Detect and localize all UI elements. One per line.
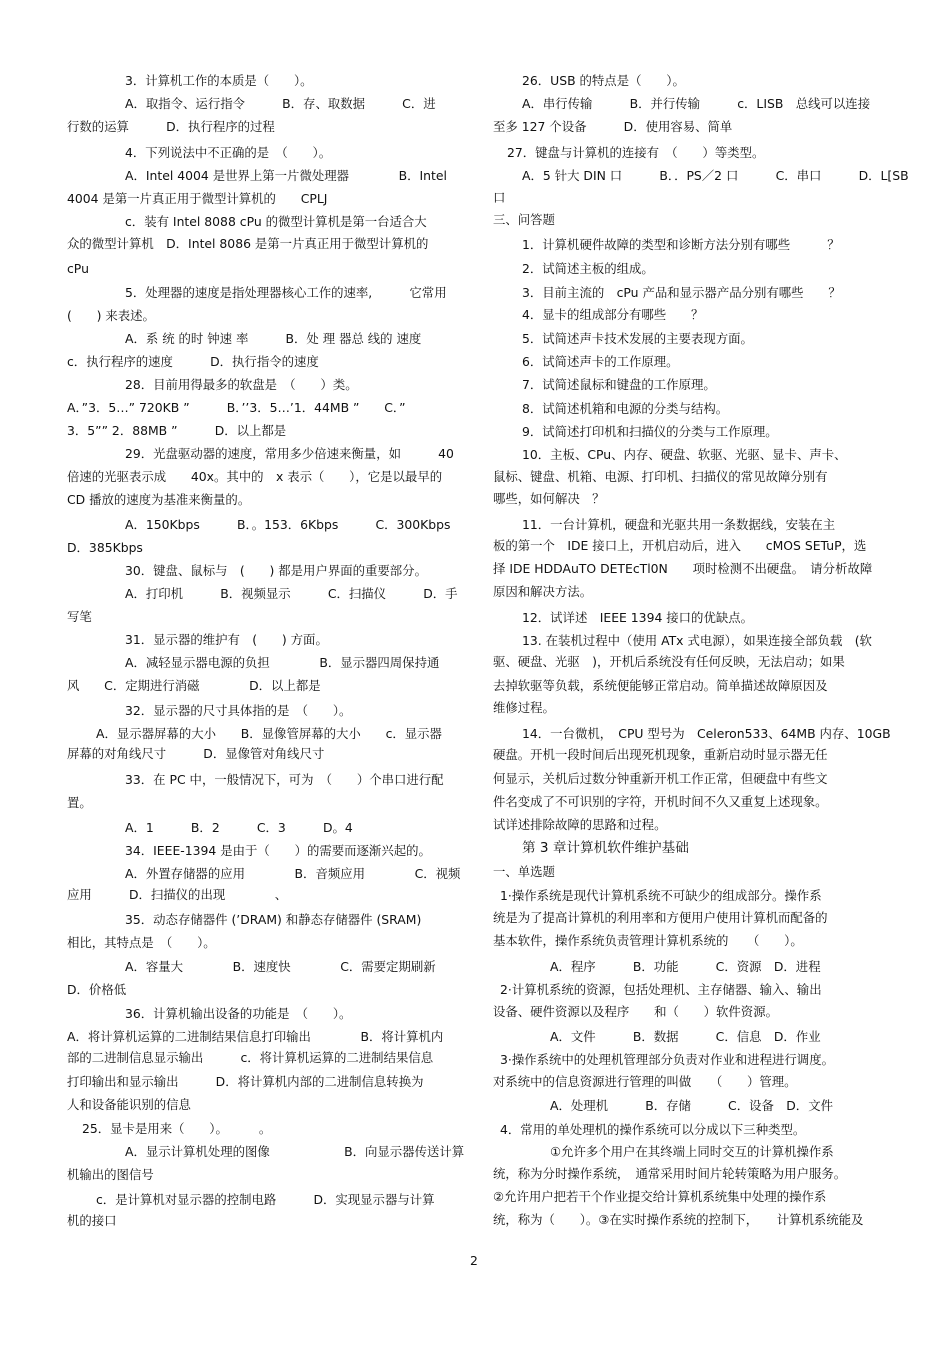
text-line: A．串行传输 B．并行传输 c．LISB 总线可以连接 bbox=[522, 96, 871, 111]
text-line: 35．动态存储器件 (’DRAM) 和静态存储器件 (SRAM) bbox=[125, 912, 422, 927]
text-line: A．”3．5…” 720KB ” B．’’3．5…’1．44MB ” C．” bbox=[67, 400, 406, 415]
text-line: ( ) 来表述。 bbox=[67, 308, 155, 323]
text-line: 口 bbox=[493, 190, 506, 205]
text-line: A．150Kbps B．。153．6Kbps C．300Kbps bbox=[125, 517, 451, 532]
text-line: A．5 针大 DIN 口 B．．PS／2 口 C．串口 D．L[SB bbox=[522, 168, 909, 183]
text-line: A．将计算机运算的二进制结果信息打印输出 B．将计算机内 bbox=[67, 1029, 444, 1044]
text-line: 2·计算机系统的资源，包括处理机、主存储器、输入、输出 bbox=[500, 982, 822, 997]
text-line: 试详述排除故障的思路和过程。 bbox=[493, 817, 667, 832]
text-line: A．程序 B．功能 C．资源 D．进程 bbox=[550, 959, 821, 974]
text-line: 众的微型计算机 D．Intel 8086 是第一片真正用于微型计算机的 bbox=[67, 236, 429, 251]
text-line: A．1 B．2 C．3 D。4 bbox=[125, 820, 353, 835]
text-line: A．显示器屏幕的大小 B．显像管屏幕的大小 c．显示器 bbox=[96, 726, 442, 741]
text-line: 机的接口 bbox=[67, 1213, 117, 1228]
text-line: c．执行程序的速度 D．执行指令的速度 bbox=[67, 354, 319, 369]
text-line: A．文件 B．数据 C．信息 D．作业 bbox=[550, 1029, 821, 1044]
text-line: 机输出的图信号 bbox=[67, 1167, 154, 1182]
text-line: A．容量大 B．速度快 C．需要定期刷新 bbox=[125, 959, 436, 974]
text-line: 哪些，如何解决 ？ bbox=[493, 491, 605, 506]
text-line: A．外置存储器的应用 B．音频应用 C．视频 bbox=[125, 866, 461, 881]
text-line: A．减轻显示器电源的负担 B．显示器四周保持通 bbox=[125, 655, 440, 670]
text-line: 4．显卡的组成部分有哪些 ？ bbox=[522, 307, 704, 322]
text-line: cPu bbox=[67, 261, 89, 276]
text-line: 一、单选题 bbox=[493, 864, 555, 879]
text-line: 32．显示器的尺寸具体指的是 （ ）。 bbox=[125, 703, 352, 718]
text-line: 26．USB 的特点是（ ）。 bbox=[522, 73, 685, 88]
text-line: 相比，其特点是 （ ）。 bbox=[67, 935, 216, 950]
text-line: 14．一台微机， CPU 型号为 Celeron533、64MB 内存、10GB bbox=[522, 726, 891, 741]
text-line: 13. 在装机过程中（使用 ATx 式电源），如果连接全部负载 (软 bbox=[522, 633, 872, 648]
text-line: D．385Kbps bbox=[67, 540, 143, 555]
text-line: 25．显卡是用来（ ）。 。 bbox=[82, 1121, 272, 1136]
text-line: 设备、硬件资源以及程序 和（ ）软件资源。 bbox=[493, 1004, 778, 1019]
text-line: 7．试简述鼠标和键盘的工作原理。 bbox=[522, 377, 716, 392]
text-line: 3．5”” 2．88MB ” D．以上都是 bbox=[67, 423, 287, 438]
text-line: 至多 127 个设备 D．使用容易、简单 bbox=[493, 119, 733, 134]
text-line: 36．计算机输出设备的功能是 （ ）。 bbox=[125, 1006, 352, 1021]
text-line: 人和设备能识别的信息 bbox=[67, 1097, 191, 1112]
text-line: 行数的运算 D．执行程序的过程 bbox=[67, 119, 275, 134]
text-line: 4．下列说法中不正确的是 （ ）。 bbox=[125, 145, 332, 160]
text-line: A．处理机 B．存储 C．设备 D．文件 bbox=[550, 1098, 833, 1113]
text-line: 鼠标、键盘、机箱、电源、打印机、扫描仪的常见故障分别有 bbox=[493, 469, 828, 484]
text-line: 部的二进制信息显示输出 c．将计算机运算的二进制结果信息 bbox=[67, 1050, 434, 1065]
text-line: 统，称为分时操作系统， 通常采用时间片轮转策略为用户服务。 bbox=[493, 1166, 847, 1181]
text-line: 驱、硬盘、光驱 )，开机后系统没有任何反映，无法启动；如果 bbox=[493, 654, 845, 669]
text-line: D．价格低 bbox=[67, 982, 127, 997]
text-line: 30．键盘、鼠标与 ( ) 都是用户界面的重要部分。 bbox=[125, 563, 427, 578]
text-line: 打印输出和显示输出 D．将计算机内部的二进制信息转换为 bbox=[67, 1074, 424, 1089]
text-line: 3．目前主流的 cPu 产品和显示器产品分别有哪些 ？ bbox=[522, 285, 841, 300]
text-line: A．Intel 4004 是世界上第一片微处理器 B．Intel bbox=[125, 168, 447, 183]
text-line: 10．主板、CPu、内存、硬盘、软驱、光驱、显卡、声卡、 bbox=[522, 447, 847, 462]
text-line: 27．键盘与计算机的连接有 （ ）等类型。 bbox=[507, 145, 765, 160]
text-line: 29．光盘驱动器的速度，常用多少倍速来衡量，如 40 bbox=[125, 446, 454, 461]
text-line: 件名变成了不可识别的字符，开机时间不久又重复上述现象。 bbox=[493, 794, 828, 809]
text-line: 5．处理器的速度是指处理器核心工作的速率, 它常用 bbox=[125, 285, 447, 300]
text-line: 何显示，关机后过数分钟重新开机工作正常，但硬盘中有些文 bbox=[493, 771, 828, 786]
text-line: A．系 统 的时 钟速 率 B．处 理 器总 线的 速度 bbox=[125, 331, 422, 346]
text-line: 对系统中的信息资源进行管理的叫做 （ ）管理。 bbox=[493, 1074, 797, 1089]
text-line: A．打印机 B．视频显示 C．扫描仪 D．手 bbox=[125, 586, 458, 601]
text-line: 择 IDE HDDAuTO DETEcTl0N 项时检测不出硬盘。 请分析故障 bbox=[493, 561, 873, 576]
text-line: 3·操作系统中的处理机管理部分负责对作业和进程进行调度。 bbox=[500, 1052, 834, 1067]
text-line: 统，称为（ ）。③在实时操作系统的控制下， 计算机系统能及 bbox=[493, 1212, 864, 1227]
text-line: 34．IEEE-1394 是由于（ ）的需要而逐渐兴起的。 bbox=[125, 843, 431, 858]
text-line: 11．一台计算机，硬盘和光驱共用一条数据线，安装在主 bbox=[522, 517, 836, 532]
text-line: 应用 D．扫描仪的出现 、 bbox=[67, 887, 288, 902]
text-line: 基本软件，操作系统负责管理计算机系统的 （ ）。 bbox=[493, 933, 803, 948]
text-line: 31．显示器的维护有 ( ) 方面。 bbox=[125, 632, 328, 647]
text-line: 倍速的光驱表示成 40x。其中的 x 表示（ ），它是以最早的 bbox=[67, 469, 443, 484]
text-line: 9．试简述打印机和扫描仪的分类与工作原理。 bbox=[522, 424, 778, 439]
text-line: A．显示计算机处理的图像 B．向显示器传送计算 bbox=[125, 1144, 465, 1159]
text-line: ①允许多个用户在其终端上同时交互的计算机操作系 bbox=[550, 1144, 834, 1159]
text-line: CD 播放的速度为基准来衡量的。 bbox=[67, 492, 251, 507]
text-line: 1·操作系统是现代计算机系统不可缺少的组成部分。操作系 bbox=[500, 888, 822, 903]
text-line: 6．试简述声卡的工作原理。 bbox=[522, 354, 679, 369]
text-line: 4004 是第一片真正用于微型计算机的 CPLJ bbox=[67, 191, 328, 206]
text-line: 28．目前用得最多的软盘是 （ ）类。 bbox=[125, 377, 358, 392]
text-line: A．取指令、运行指令 B．存、取数据 C．进 bbox=[125, 96, 436, 111]
chapter-title: 第 3 章计算机软件维护基础 bbox=[522, 840, 689, 856]
text-line: 12．试详述 IEEE 1394 接口的优缺点。 bbox=[522, 610, 754, 625]
text-line: 5．试简述声卡技术发展的主要表现方面。 bbox=[522, 331, 753, 346]
text-line: 置。 bbox=[67, 795, 92, 810]
text-line: 板的第一个 IDE 接口上，开机启动后，进入 cMOS SETuP，选 bbox=[493, 538, 867, 553]
text-line: ②允许用户把若干个作业提交给计算机系统集中处理的操作系 bbox=[493, 1189, 827, 1204]
text-line: c．是计算机对显示器的控制电路 D．实现显示器与计算 bbox=[96, 1192, 435, 1207]
text-line: 1．计算机硬件故障的类型和诊断方法分别有哪些 ？ bbox=[522, 237, 840, 252]
text-line: 写笔 bbox=[67, 609, 92, 624]
text-line: 4．常用的单处理机的操作系统可以分成以下三种类型。 bbox=[500, 1122, 806, 1137]
text-line: 硬盘。开机一段时间后出现死机现象，重新启动时显示器无任 bbox=[493, 747, 828, 762]
page-number: 2 bbox=[470, 1253, 478, 1268]
text-line: 去掉软驱等负载，系统便能够正常启动。简单描述故障原因及 bbox=[493, 678, 828, 693]
text-line: c．装有 Intel 8088 cPu 的微型计算机是第一台适合大 bbox=[125, 214, 427, 229]
text-line: 2．试简述主板的组成。 bbox=[522, 261, 654, 276]
text-line: 原因和解决方法。 bbox=[493, 584, 593, 599]
text-line: 统是为了提高计算机的利用率和方便用户使用计算机而配备的 bbox=[493, 910, 828, 925]
text-line: 屏幕的对角线尺寸 D．显像管对角线尺寸 bbox=[67, 746, 325, 761]
text-line: 三、问答题 bbox=[493, 212, 555, 227]
text-line: 33．在 PC 中，一般情况下，可为 （ ）个串口进行配 bbox=[125, 772, 444, 787]
text-line: 维修过程。 bbox=[493, 700, 555, 715]
text-line: 3．计算机工作的本质是（ ）。 bbox=[125, 73, 313, 88]
text-line: 8．试简述机箱和电源的分类与结构。 bbox=[522, 401, 729, 416]
text-line: 风 C．定期进行消磁 D．以上都是 bbox=[67, 678, 321, 693]
